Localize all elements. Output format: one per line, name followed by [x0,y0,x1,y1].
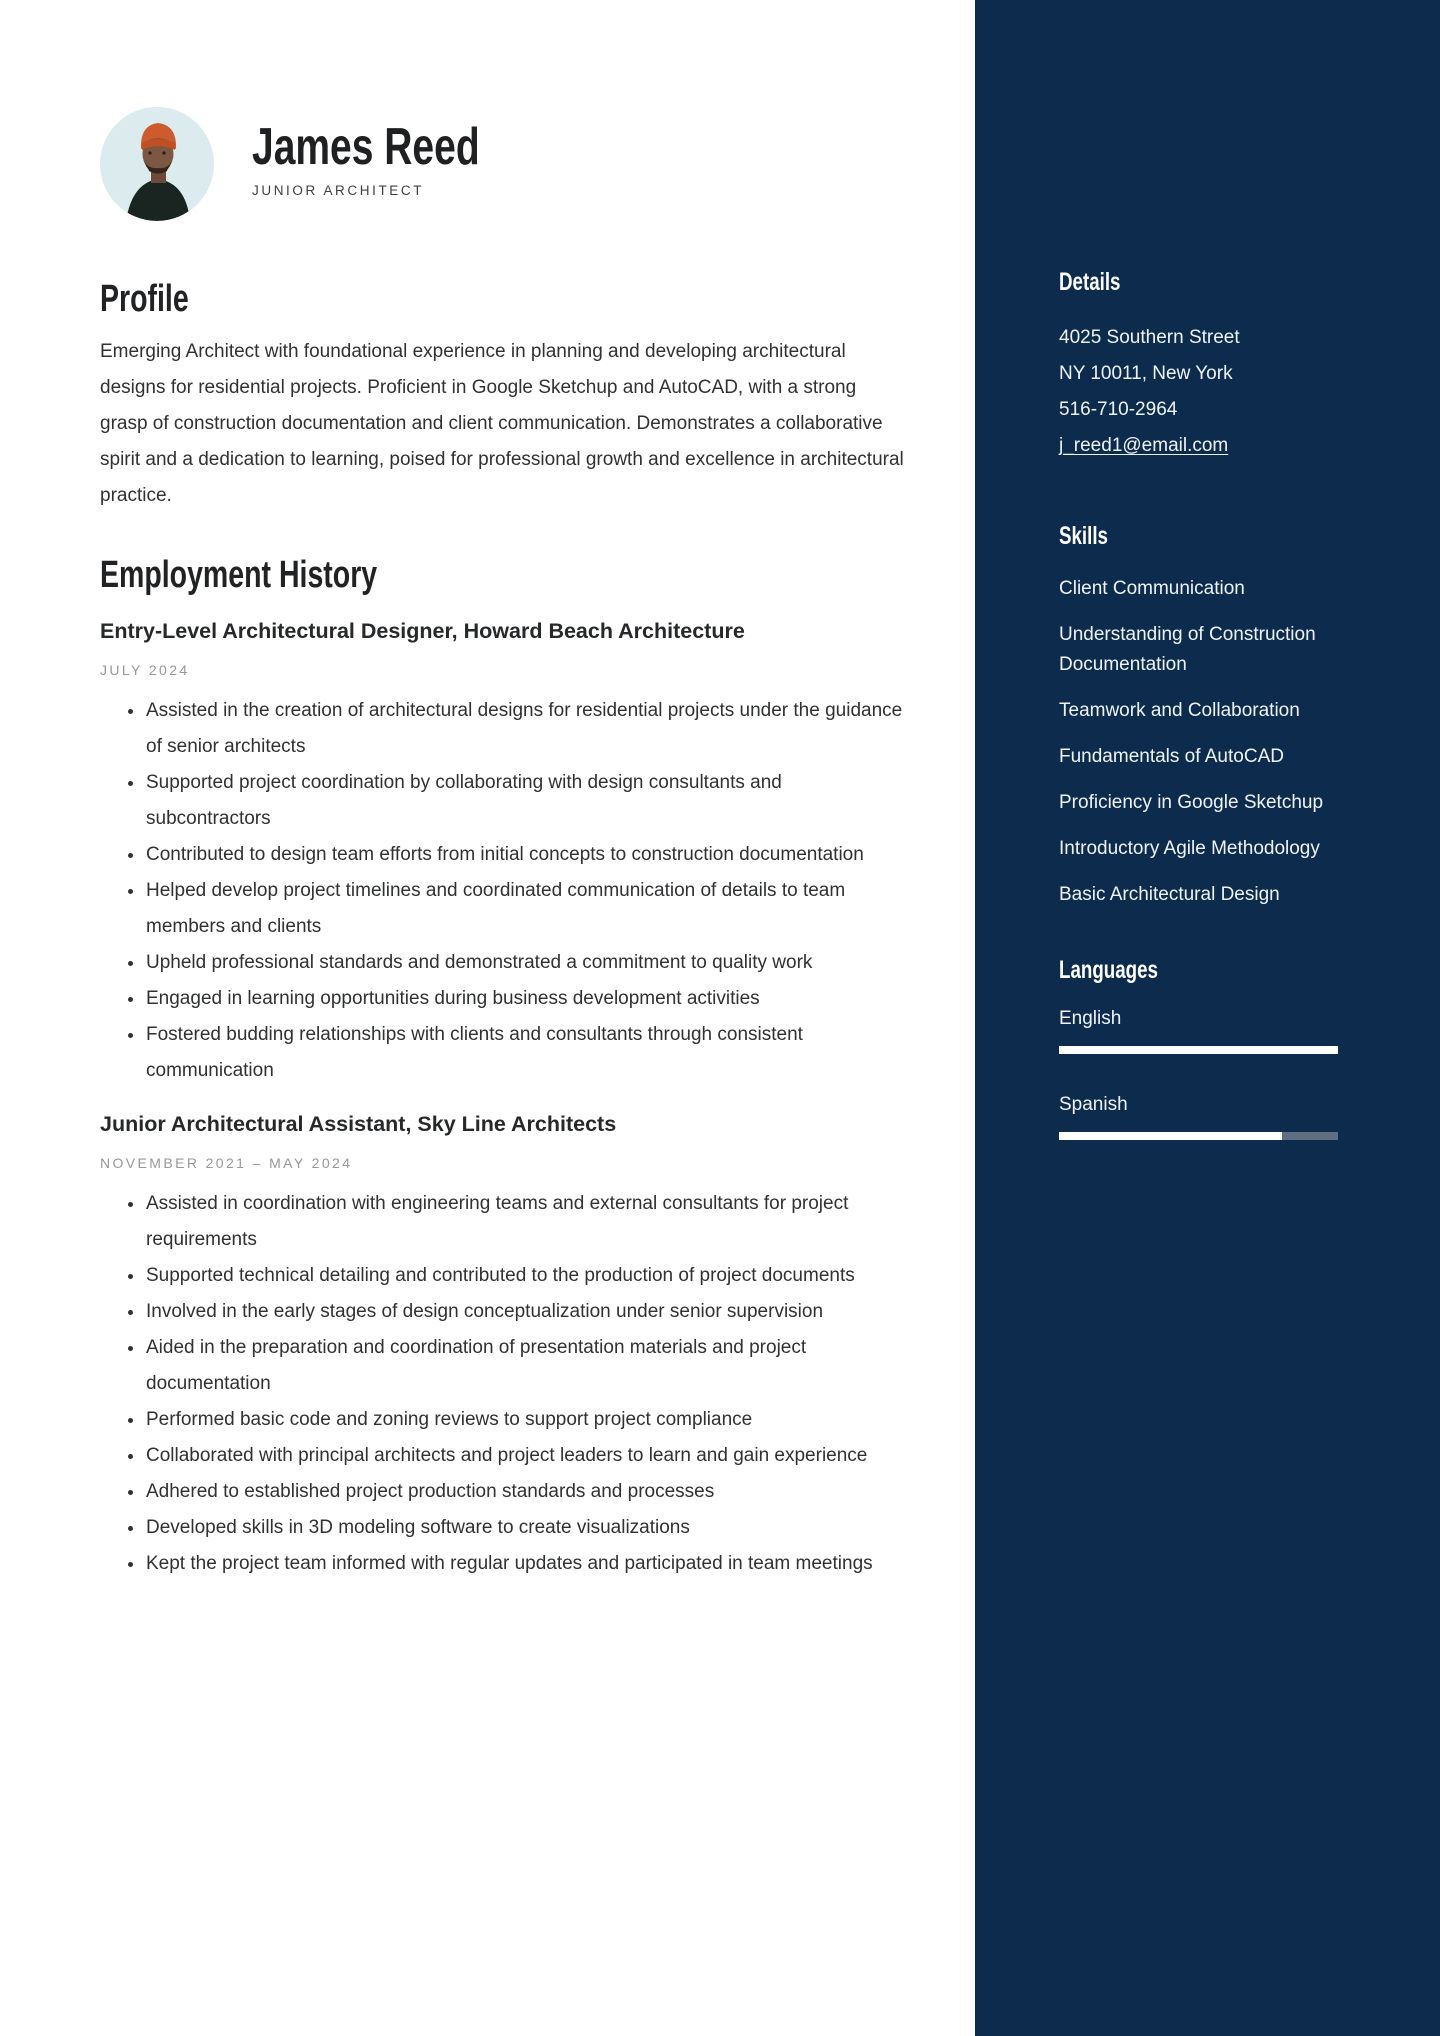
bullet-item: • Performed basic code and zoning reviews to support project compliance [144,1402,906,1438]
skill-item: Proficiency in Google Sketchup [1059,792,1324,813]
employment-section [100,554,906,1582]
person-name: James Reed [252,118,480,176]
languages-section [1059,956,1338,1140]
bullet-item: • Upheld professional standards and demonstrated a commitment to quality work [144,945,906,981]
main-column [100,0,906,1582]
skills-section [1059,522,1338,910]
bullet-item: • Kept the project team informed with regular updates and participated in team meetings [144,1546,906,1582]
portrait-image [100,107,214,221]
resume-header [100,0,906,221]
address-line-2: NY 10011, New York [1059,363,1233,384]
bullet-item: • Involved in the early stages of design conceptualization under senior supervision [144,1294,906,1330]
job-title: Entry-Level Architectural Designer, Howard Beach Architecture [100,619,745,643]
language-name: Spanish [1059,1094,1128,1115]
job-period: JULY 2024 [100,662,190,678]
skills-heading: Skills [1059,522,1108,550]
job-period: NOVEMBER 2021 – MAY 2024 [100,1155,353,1171]
skill-item: Introductory Agile Methodology [1059,838,1320,859]
bullet-item: • Adhered to established project production standards and processes [144,1474,906,1510]
job-bullets [100,693,906,1089]
profile-section [100,278,906,514]
skill-item: Fundamentals of AutoCAD [1059,746,1284,767]
sidebar [975,0,1440,2036]
language-level-fill [1059,1046,1338,1054]
language-item [1059,1004,1338,1054]
job-entry [100,1111,906,1582]
languages-heading: Languages [1059,956,1158,984]
bullet-item: • Fostered budding relationships with clients and consultants through consistent communication [144,1017,906,1089]
bullet-item: • Assisted in coordination with engineering teams and external consultants for project requirements [144,1186,906,1258]
language-item [1059,1090,1338,1140]
profile-heading: Profile [100,278,189,320]
job-entry [100,618,906,1089]
bullet-item: • Helped develop project timelines and coordinated communication of details to team members and clients [144,873,906,945]
bullet-item: • Engaged in learning opportunities during business development activities [144,981,906,1017]
employment-heading: Employment History [100,554,378,596]
profile-text: Emerging Architect with foundational experience in planning and developing architectural designs for residential projects. Proficient in Google Sketchup and AutoCAD, with a strong grasp of construction documentation and client communication. Demonstrates a collaborative spirit and a dedication to learning, poised for professional growth and excellence in architectural practice. [100,341,904,506]
language-level-fill [1059,1132,1282,1140]
language-level-bar [1059,1132,1338,1140]
job-title: Junior Architectural Assistant, Sky Line Architects [100,1112,617,1136]
language-level-bar [1059,1046,1338,1054]
person-job-title: JUNIOR ARCHITECT [252,183,425,199]
bullet-item: • Supported project coordination by collaborating with design consultants and subcontractors [144,765,906,837]
bullet-item: • Developed skills in 3D modeling software to create visualizations [144,1510,906,1546]
identity-block [252,107,556,198]
bullet-item: • Collaborated with principal architects and project leaders to learn and gain experience [144,1438,906,1474]
skill-item: Client Communication [1059,578,1245,599]
language-name: English [1059,1008,1122,1029]
skill-item: Understanding of Construction Documentation [1059,624,1316,675]
skill-item: Basic Architectural Design [1059,884,1280,905]
address-line-1: 4025 Southern Street [1059,327,1240,348]
bullet-item: • Assisted in the creation of architectural designs for residential projects under the guidance of senior architects [144,693,906,765]
profile-photo [100,107,214,221]
bullet-item: • Aided in the preparation and coordination of presentation materials and project documentation [144,1330,906,1402]
email-link[interactable]: j_reed1@email.com [1059,435,1229,456]
phone-number: 516-710-2964 [1059,399,1178,420]
details-heading: Details [1059,268,1121,296]
details-section [1059,268,1338,464]
bullet-item: • Supported technical detailing and contributed to the production of project documents [144,1258,906,1294]
skill-item: Teamwork and Collaboration [1059,700,1300,721]
job-bullets [100,1186,906,1582]
bullet-item: • Contributed to design team efforts from initial concepts to construction documentation [144,837,906,873]
